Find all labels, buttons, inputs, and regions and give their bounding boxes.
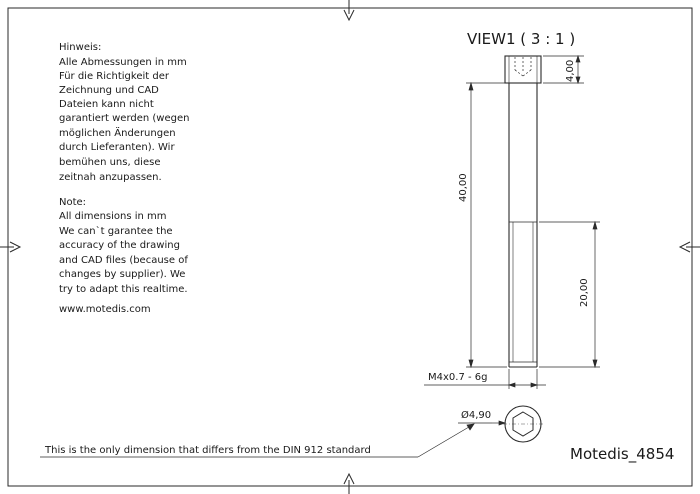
note-german-line: Dateien kann nicht <box>59 99 154 110</box>
note-english-url[interactable]: www.motedis.com <box>59 304 151 315</box>
dimension-shank-length-label: 40,00 <box>458 173 469 202</box>
note-german-line: Zeichnung und CAD <box>59 85 159 96</box>
note-english-line: and CAD files (because of <box>59 255 188 266</box>
diameter-label: Ø4,90 <box>461 410 492 421</box>
dimension-head-height-label: 4,00 <box>565 59 576 82</box>
note-english-heading: Note: <box>59 197 87 208</box>
footnote-text: This is the only dimension that differs from the DIN 912 standard <box>45 445 371 456</box>
view-title: VIEW1 ( 3 : 1 ) <box>467 30 576 48</box>
screw-side-view <box>505 56 541 367</box>
note-german-heading: Hinweis: <box>59 42 102 53</box>
dimension-shank-length <box>466 83 507 367</box>
note-english-line: try to adapt this realtime. <box>59 284 188 295</box>
diameter-leader <box>458 421 505 425</box>
note-english-line: changes by supplier). We <box>59 269 186 280</box>
dimension-head-height <box>543 56 584 83</box>
part-id-label: Motedis_4854 <box>570 445 675 463</box>
note-german-body <box>59 57 189 183</box>
note-german-line: zeitnah anzupassen. <box>59 172 162 183</box>
note-english-line: accuracy of the drawing <box>59 240 180 251</box>
screw-end-view <box>503 406 543 442</box>
thread-spec-label: M4x0.7 - 6g <box>428 372 488 383</box>
hex-socket-hidden-lines <box>515 57 531 76</box>
note-english-line: All dimensions in mm <box>59 211 167 222</box>
dimension-thread-length <box>539 222 600 367</box>
note-german-line: Alle Abmessungen in mm <box>59 57 187 68</box>
note-english-line: We can`t garantee the <box>59 226 173 237</box>
note-german-line: bemühen uns, diese <box>59 157 161 168</box>
note-german-line: möglichen Änderungen <box>59 128 176 139</box>
note-english-body <box>59 211 188 315</box>
note-german-line: Für die Richtigkeit der <box>59 71 169 82</box>
note-german-line: durch Lieferanten). Wir <box>59 142 175 153</box>
dimension-thread-length-label: 20,00 <box>579 278 590 307</box>
note-german-line: garantiert werden (wegen <box>59 113 190 124</box>
